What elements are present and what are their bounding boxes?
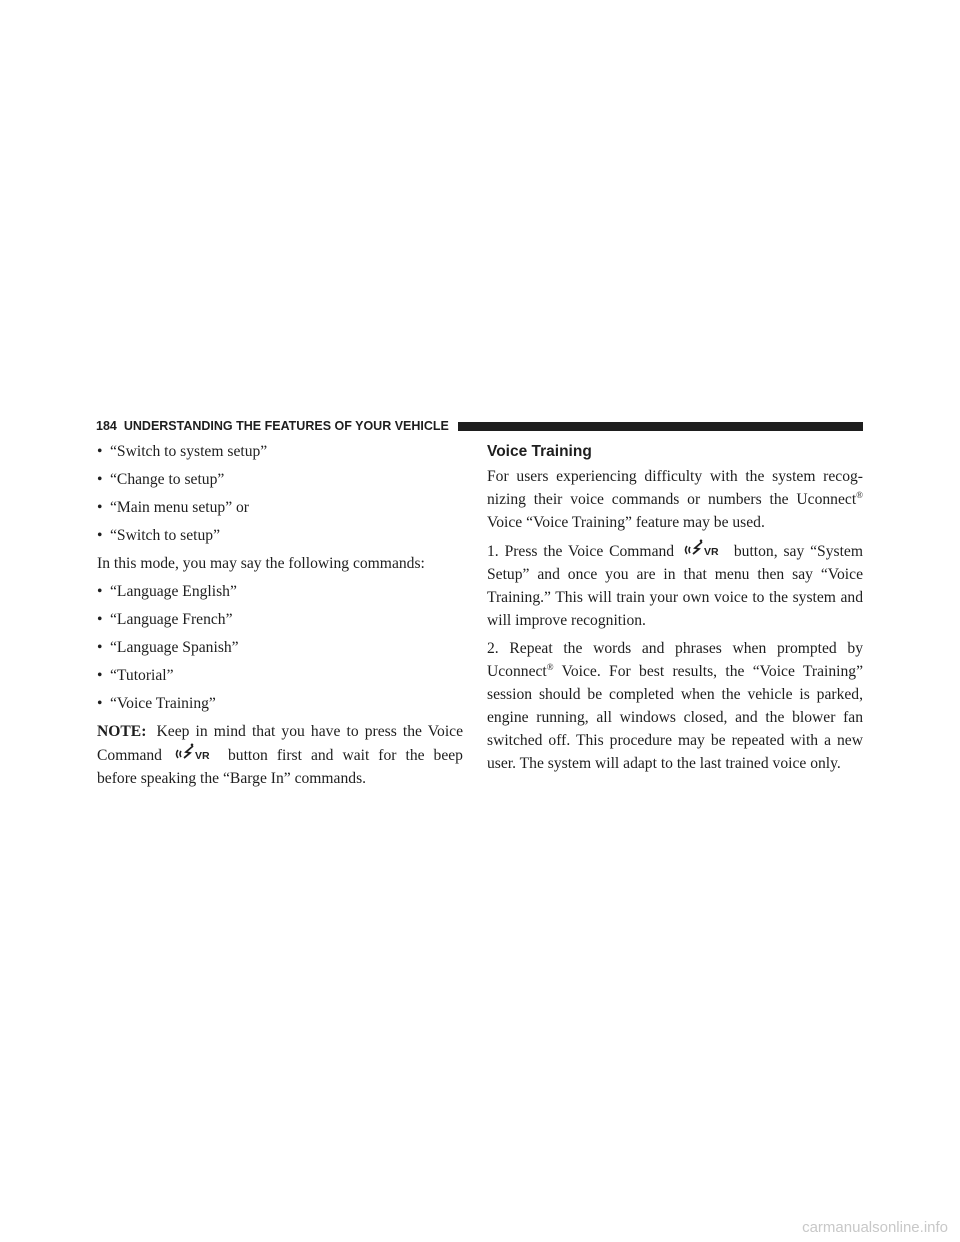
bullet-dot: • [97,471,103,488]
bullet-dot: • [97,499,103,516]
registered-mark: ® [856,489,863,500]
bullet-text: “Tutorial” [110,667,174,684]
bullet-item [97,664,463,687]
bullet-dot: • [97,611,103,628]
bullet-item [97,692,463,715]
bullet-text: “Language Spanish” [110,639,239,656]
bullet-item [97,496,463,519]
bullet-dot: • [97,443,103,460]
bullet-item [97,524,463,547]
svg-text:VR: VR [194,750,210,762]
bullet-text: “Change to setup” [110,471,225,488]
section-title: UNDERSTANDING THE FEATURES OF YOUR VEHICLE [123,419,449,433]
note-text-1: Keep in mind that you have to press the Voice Command [97,723,463,764]
intro-text: For users experiencing difficulty with the system recog-nizing their voice commands or numbers the Uconnect [487,468,863,508]
bullet-text: “Language French” [110,611,233,628]
voice-training-heading: Voice Training [487,443,592,460]
commands-intro: In this mode, you may say the following commands: [97,555,425,572]
bullet-item [97,608,463,631]
bullet-text: “Main menu setup” or [110,499,250,516]
voice-command-icon [682,539,726,559]
right-column [487,440,863,780]
note-label: NOTE: [97,723,147,740]
bullet-text: “Switch to setup” [110,527,221,544]
left-column [97,440,463,795]
watermark: carmanualsonline.info [802,1219,948,1236]
step-2-text: 2. Repeat the words and phrases when prompted by Uconnect [487,640,863,680]
bullet-item [97,580,463,603]
bullet-text: “Language English” [110,583,237,600]
page-header [96,418,863,434]
bullet-text: “Switch to system setup” [110,443,268,460]
bullet-text: “Voice Training” [110,695,216,712]
step-1-text-cont: button, say “System Setup” and once you are in that menu then say “Voice Training.” This will train your own voice to the system and will improve recognition. [487,543,863,629]
bullet-dot: • [97,639,103,656]
bullet-dot: • [97,583,103,600]
voice-training-intro [487,465,863,534]
header-rule [458,422,863,431]
step-2-text-cont: Voice. For best results, the “Voice Training” session should be completed when the vehicle is parked, engine running, all windows closed, and the blower fan switched off. This procedure may be repeated with a new user. The system will adapt to the last trained voice only. [487,663,863,772]
page-number: 184 [96,419,117,433]
bullet-dot: • [97,527,103,544]
note-text-2: button first and wait for the beep before speaking the “Barge In” commands. [97,747,463,787]
bullet-dot: • [97,667,103,684]
bullet-item [97,440,463,463]
bullet-item [97,636,463,659]
svg-text:VR: VR [703,546,719,558]
registered-mark: ® [546,661,554,672]
voice-command-icon [173,743,217,763]
intro-text-cont: Voice “Voice Training” feature may be used. [487,514,765,531]
bullet-item [97,468,463,491]
step-2 [487,637,863,775]
step-1-text: 1. Press the Voice Command [487,543,675,560]
step-1 [487,539,863,632]
bullet-dot: • [97,695,103,712]
note-paragraph [97,720,463,790]
